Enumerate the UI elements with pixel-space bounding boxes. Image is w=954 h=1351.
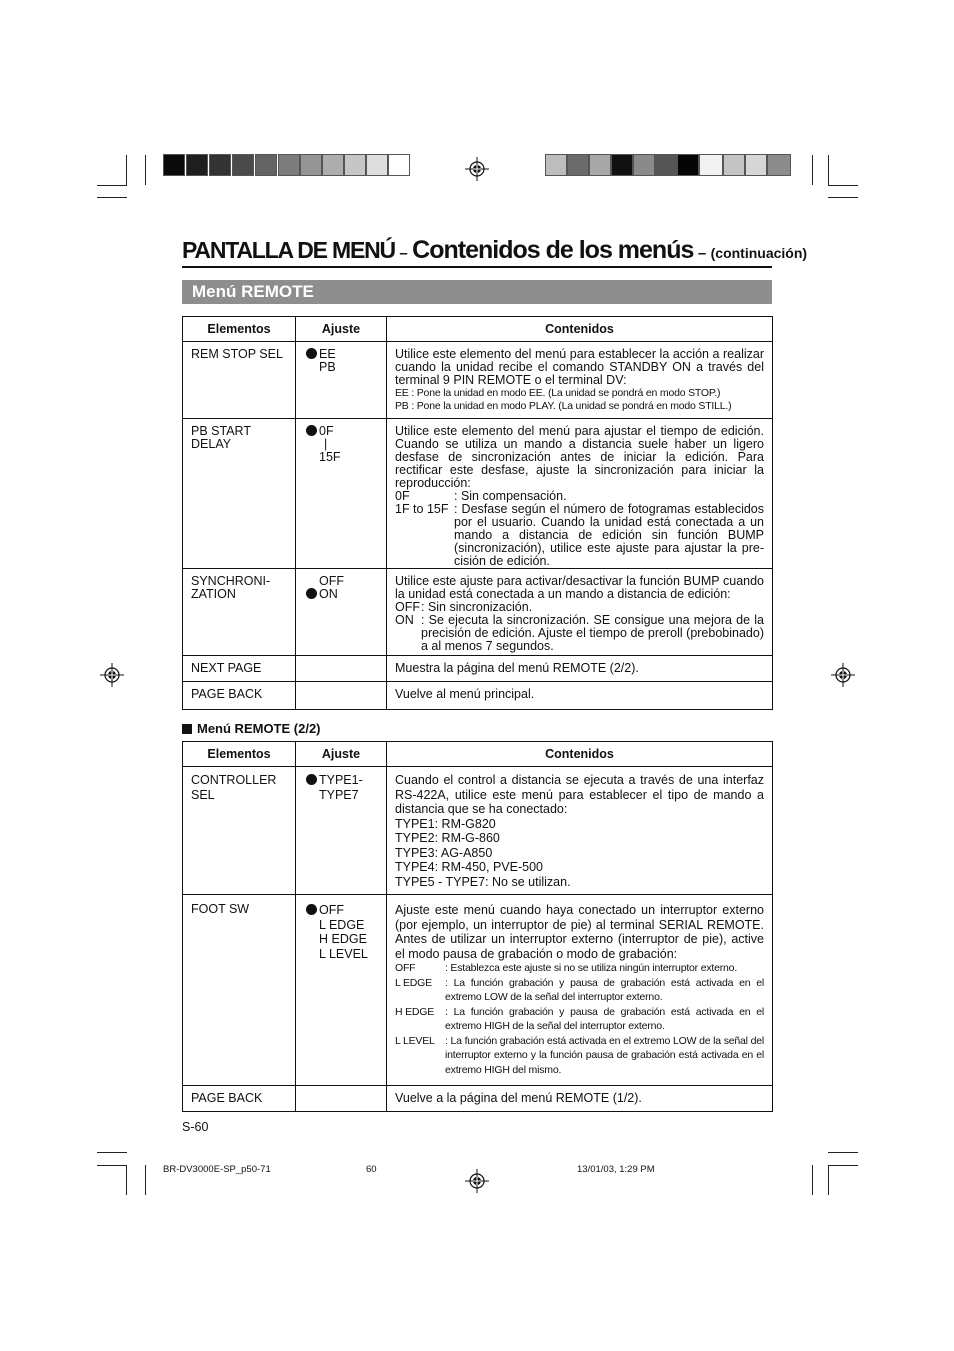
item-label: CONTROLLER — [191, 773, 277, 787]
option-desc: : Sin sincronización. — [421, 600, 533, 614]
default-marker-icon — [306, 425, 317, 436]
registration-target-icon — [465, 1169, 489, 1193]
table-header-row — [183, 742, 773, 767]
option: 15F — [319, 450, 341, 464]
default-marker-icon — [306, 348, 317, 359]
header-contenidos: Contenidos — [387, 742, 773, 767]
ajuste-cell — [296, 419, 387, 569]
ajuste-cell — [296, 656, 387, 682]
type-line: TYPE3: AG-A850 — [395, 845, 493, 860]
registration-target-icon — [465, 157, 489, 181]
table-row — [183, 682, 773, 710]
item-pb-start-delay — [183, 419, 296, 569]
table-row — [183, 569, 773, 656]
option-desc: : Desfase según el número de fotogramas establecidos por el usuario. Cuando la unidad está conectada a un mando a distancia de edición sin función BUMP (sincronización), utilice este ajuste para ajustar la pre-cisión de edición. — [454, 502, 764, 568]
option-key: ON — [395, 613, 414, 627]
option-key: 0F — [395, 489, 410, 503]
header-contenidos: Contenidos — [387, 317, 773, 342]
remote-menu-table-1 — [182, 316, 773, 710]
title-part2: Contenidos de los menús — [412, 236, 694, 264]
footer-page: 60 — [366, 1164, 377, 1175]
ajuste-cell — [296, 767, 387, 895]
option: OFF — [319, 574, 344, 588]
item-rem-stop-sel: REM STOP SEL — [183, 342, 296, 419]
page-title — [182, 236, 808, 265]
title-part1: PANTALLA DE MENÚ — [182, 237, 395, 263]
option-desc: : Sin compensación. — [454, 489, 567, 503]
footer-file: BR-DV3000E-SP_p50-71 — [163, 1164, 271, 1175]
subsection-title — [182, 721, 321, 736]
contenidos-cell — [387, 342, 773, 419]
subsection-label: Menú REMOTE (2/2) — [197, 721, 321, 736]
ajuste-cell — [296, 342, 387, 419]
option-desc: : La función grabación está activada en el extremo LOW de la señal del interruptor externo y la función pausa de grabación está activada en el extremo HIGH del mismo. — [445, 1034, 764, 1076]
square-bullet-icon — [182, 724, 192, 734]
contenidos-cell — [387, 895, 773, 1086]
item-label: ZATION — [191, 587, 236, 601]
contenidos-cell: Muestra la página del menú REMOTE (2/2). — [387, 656, 773, 682]
table-row — [183, 1086, 773, 1112]
title-part3: (continuación) — [710, 245, 808, 261]
title-separator: – — [697, 245, 707, 262]
header-elementos: Elementos — [183, 317, 296, 342]
description: Cuando el control a distancia se ejecuta a través de una interfaz RS-422A, utilice este menú para establecer el tipo de mando a distancia que se ha conectado: — [395, 773, 764, 816]
option-key: L LEVEL — [395, 1034, 435, 1047]
title-separator: – — [399, 245, 408, 262]
type-line: TYPE1: RM-G820 — [395, 816, 496, 831]
item-label: SYNCHRONI- — [191, 574, 271, 588]
option: | — [324, 437, 328, 451]
option-desc: : La función grabación y pausa de grabación está activada en el extremo LOW de la señal del interruptor externo. — [445, 976, 764, 1003]
title-rule — [182, 266, 772, 268]
table-row — [183, 419, 773, 569]
option-desc: : Establezca este ajuste si no se utiliza ningún interruptor externo. — [445, 962, 738, 974]
registration-target-icon — [831, 663, 855, 687]
item-label: PB START — [191, 424, 251, 438]
option: EE — [319, 347, 336, 361]
option-key: H EDGE — [395, 1005, 435, 1018]
option: 0F — [319, 424, 334, 438]
header-ajuste: Ajuste — [296, 742, 387, 767]
description: Ajuste este menú cuando haya conectado un interruptor externo (por ejemplo, un interruptor de pie) al terminal SERIAL REMOTE. Antes de utilizar un interruptor externo (interruptor de pie), active el modo pausa de grabación o modo de grabación: — [395, 903, 764, 961]
item-label: DELAY — [191, 437, 232, 451]
option: H EDGE — [319, 932, 367, 946]
contenidos-cell: Vuelve a la página del menú REMOTE (1/2). — [387, 1086, 773, 1112]
footer-date: 13/01/03, 1:29 PM — [577, 1164, 655, 1175]
ajuste-cell — [296, 895, 387, 1086]
page-number: S-60 — [182, 1120, 209, 1134]
description: Utilice este ajuste para activar/desactivar la función BUMP cuando la unidad está conectada a un mando a distancia de edición: — [395, 574, 764, 601]
table-header-row — [183, 317, 773, 342]
item-page-back: PAGE BACK — [183, 1086, 296, 1112]
option: L EDGE — [319, 917, 365, 932]
header-elementos: Elementos — [183, 742, 296, 767]
type-line: TYPE5 - TYPE7: No se utilizan. — [395, 874, 571, 889]
contenidos-cell — [387, 569, 773, 656]
option-desc: : Se ejecuta la sincronización. SE consigue una mejora de la precisión de edición. Ajuste el tiempo de preroll (prebobinado) a al menos 7 segundos. — [421, 613, 764, 653]
ajuste-cell — [296, 1086, 387, 1112]
header-ajuste: Ajuste — [296, 317, 387, 342]
ajuste-cell — [296, 682, 387, 710]
option-desc: : La función grabación y pausa de grabación está activada en el extremo HIGH de la señal del interruptor externo. — [445, 1005, 764, 1032]
remote-menu-table-2 — [182, 741, 773, 1112]
item-label: SEL — [191, 788, 215, 802]
option-key: OFF — [395, 600, 420, 614]
type-line: TYPE2: RM-G-860 — [395, 831, 500, 845]
item-foot-sw: FOOT SW — [183, 895, 296, 1086]
registration-target-icon — [100, 663, 124, 687]
description: Utilice este elemento del menú para ajustar el tiempo de edición. Cuando se utiliza un mando a distancia suele haber un ligero desfase de sincronización antes de iniciar la edición. Para rectificar este desfase, ajuste la sincronización para iniciar la reproducción: — [395, 424, 764, 490]
option: OFF — [319, 903, 344, 917]
contenidos-cell — [387, 767, 773, 895]
option: ON — [319, 587, 338, 601]
note: EE : Pone la unidad en modo EE. (La unidad se pondrá en modo STOP.) — [395, 387, 721, 399]
table-row — [183, 342, 773, 419]
item-synchronization — [183, 569, 296, 656]
default-marker-icon — [306, 774, 317, 785]
option-key: 1F to 15F — [395, 502, 449, 516]
section-header: Menú REMOTE — [182, 280, 772, 304]
option: L LEVEL — [319, 946, 368, 961]
item-next-page: NEXT PAGE — [183, 656, 296, 682]
option: TYPE1- — [319, 773, 363, 787]
table-row — [183, 767, 773, 895]
note: PB : Pone la unidad en modo PLAY. (La unidad se pondrá en modo STILL.) — [395, 400, 732, 412]
description: Utilice este elemento del menú para establecer la acción a realizar cuando la unidad recibe el comando STANDBY ON a través del terminal 9 PIN REMOTE o el terminal DV: — [395, 347, 764, 387]
type-line: TYPE4: RM-450, PVE-500 — [395, 860, 543, 874]
default-marker-icon — [306, 904, 317, 915]
ajuste-cell — [296, 569, 387, 656]
contenidos-cell: Vuelve al menú principal. — [387, 682, 773, 710]
option-key: L EDGE — [395, 976, 432, 989]
item-controller-sel — [183, 767, 296, 895]
table-row — [183, 656, 773, 682]
contenidos-cell — [387, 419, 773, 569]
option: TYPE7 — [319, 788, 359, 802]
option-key: OFF — [395, 962, 416, 974]
table-row — [183, 895, 773, 1086]
item-page-back: PAGE BACK — [183, 682, 296, 710]
option: PB — [319, 360, 336, 374]
default-marker-icon — [306, 588, 317, 599]
